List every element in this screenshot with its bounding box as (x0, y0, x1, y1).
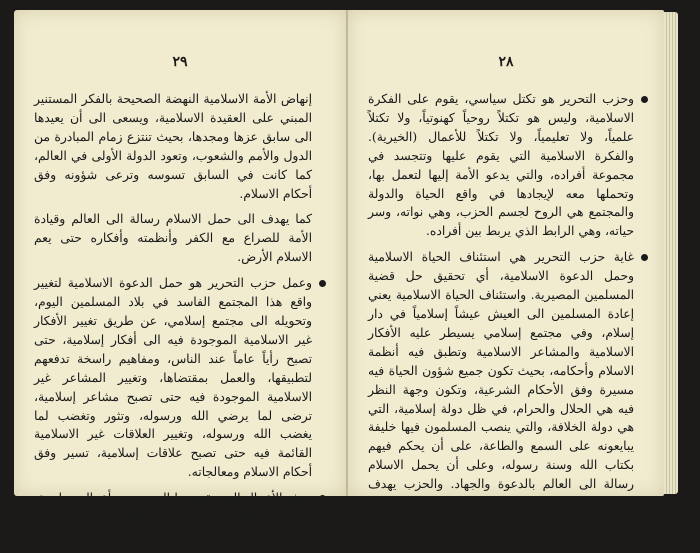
page-number-right: ٢٨ (498, 54, 514, 70)
bullet-paragraph (34, 274, 312, 482)
paragraph-text: غاية حزب التحرير هي استئناف الحياة الاسلامية وحمل الدعوة الاسلامية، أي تحقيق حل قضية المسلمين المصيرية. واستئناف الحياة الاسلامية يعني إعادة المسلمين الى العيش عيشاً إسلامياً في دار إسلام، وفي مجتمع إسلامي يسيطر عليه الأفكار الاسلامية والمشاعر الاسلامية وتطبق فيه أنظمة الاسلام وأحكامه، بحيث تكون جميع شؤون الحياة فيه مسيرة وفق الأحكام الشرعية، وتكون وجهة النظر فيه هي الحلال والحرام، في ظل دولة إسلامية، التي هي دولة الخلافة، والتي ينصب المسلمون فيها خليفة يبايعونه على السمع والطاعة، على أن يحكم فيهم بكتاب الله وسنة رسوله، وعلى أن يحمل الاسلام رسالة الى العالم بالدعوة والجهاد. والحزب يهدف الى (368, 250, 634, 511)
right-page-text (368, 90, 634, 520)
bullet-paragraph (368, 90, 634, 241)
bullet-paragraph (368, 248, 634, 513)
right-page (348, 10, 664, 511)
bullet-icon (641, 254, 648, 261)
paragraph: إنهاض الأمة الاسلامية النهضة الصحيحة بالفكر المستنير المبني على العقيدة الاسلامية، ويسعى الى أن يعيدها الى سابق عزها ومجدها، بحيث تنتزع زمام المبادرة من الدول والأمم والشعوب، وتعود الدولة الأولى في العالم، كما كانت في السابق تسوسه وترعى شؤونه وفق أحكام الاسلام. (34, 92, 312, 201)
bullet-icon (319, 280, 326, 287)
left-page-text (34, 90, 312, 553)
paragraph-text: وهذه الأعمال التي يقوم بها الحزب هي أعمال سياسية، إذ يرعى الحزب فيها شؤون الناس، وفق الأحكام والمعالجات (34, 491, 312, 543)
paragraph-text: وعمل حزب التحرير هو حمل الدعوة الاسلامية لتغيير واقع هذا المجتمع الفاسد في بلاد المسلمين اليوم، وتحويله الى مجتمع إسلامي، عن طريق تغيير الأفكار غير الاسلامية الموجودة فيه الى أفكار إسلامية، حتى تصبح رأياً عاماً عند الناس، ومفاهيم راسخة تدفعهم لتطبيقها، والعمل بمقتضاها، وتغيير المشاعر غير الاسلامية الموجودة فيه حتى تصبح مشاعر إسلامية، ترضى لما يرضي الله ورسوله، وتثور وتغضب لما يغضب الله ورسوله، وتغيير العلاقات غير الاسلامية القائمة فيه حتى تصبح علاقات إسلامية، تسير وفق أحكام الاسلام ومعالجاته. (34, 276, 312, 480)
page-number-left: ٢٩ (172, 54, 188, 70)
bullet-icon (319, 495, 326, 502)
paragraph: كما يهدف الى حمل الاسلام رسالة الى العالم وقيادة الأمة للصراع مع الكفر وأنظمته وأفكاره حتى يعم الاسلام الأرض. (34, 212, 312, 265)
bullet-icon (641, 96, 648, 103)
left-page (14, 10, 346, 543)
page-edges (664, 12, 678, 494)
bullet-paragraph (34, 489, 312, 546)
paragraph-text: وحزب التحرير هو تكتل سياسي، يقوم على الفكرة الاسلامية، وليس هو تكتلاً روحياً كهنوتياً، ولا تكتلاً علمياً، ولا تعليمياً، ولا تكتلاً للأعمال (الخيرية). والفكرة الاسلامية التي يقوم عليها وتتجسد في مجموعة أفراده، والتي يدعو الأمة إليها لتعمل بها، وتحملها معه لإيجادها في واقع الحياة والدولة والمجتمع هي الروح لجسم الحزب، وهي نواته، وسر حياته، وهي الرابط الذي يربط بين أفراده. (368, 92, 634, 239)
